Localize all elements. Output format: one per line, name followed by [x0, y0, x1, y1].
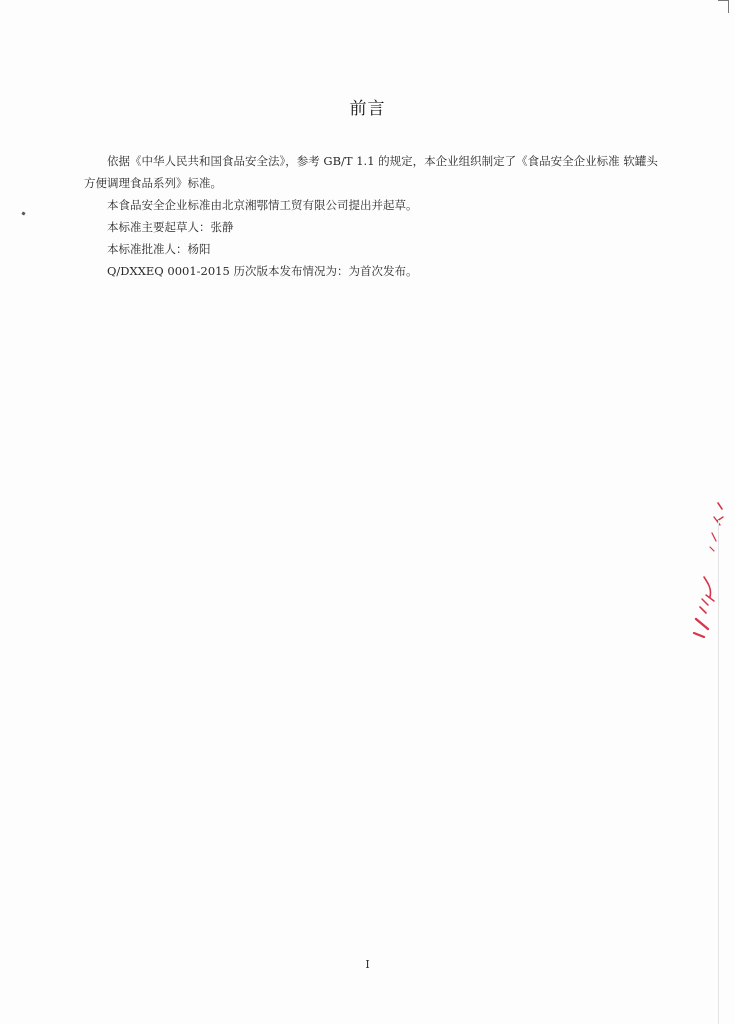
- paragraph-drafter-org: 本食品安全企业标准由北京湘鄂情工贸有限公司提出并起草。: [107, 198, 418, 212]
- paragraph-version-history: Q/DXXEQ 0001-2015 历次版本发布情况为：为首次发布。: [107, 264, 418, 278]
- scan-corner-mark: [718, 0, 729, 13]
- paragraph-main-drafter: 本标准主要起草人：张静: [107, 220, 234, 234]
- page-number: I: [365, 958, 370, 971]
- scan-speck: [21, 211, 25, 215]
- page-title: 前言: [349, 99, 386, 119]
- paragraph-basis: 依据《中华人民共和国食品安全法》，参考 GB/T 1.1 的规定，本企业组织制定了《食品安全企业标准 软罐头方便调理食品系列》标准。: [84, 154, 658, 190]
- paragraph-approver: 本标准批准人：杨阳: [107, 242, 211, 256]
- red-stamp-fragment: [690, 495, 735, 645]
- scan-edge-line: [718, 520, 719, 1024]
- foreword-body: [84, 150, 664, 282]
